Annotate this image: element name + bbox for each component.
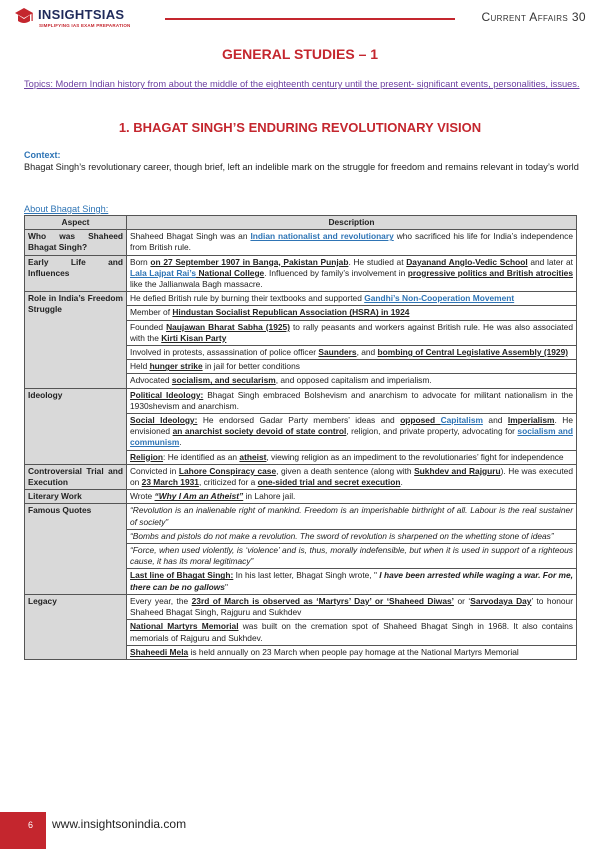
footer-accent-bar	[0, 812, 46, 849]
header-description: Description	[127, 216, 577, 230]
aspect-early-life: Early Life and Influences	[25, 255, 127, 292]
table-row	[25, 292, 577, 306]
description-cell: Involved in protests, assassination of police officer Saunders, and bombing of Central Legislative Assembly (1929)	[127, 346, 577, 360]
table-row	[25, 490, 577, 504]
section-title: GENERAL STUDIES – 1	[221, 46, 379, 62]
page-number: 6	[28, 820, 34, 830]
description-cell: Convicted in Lahore Conspiracy case, given a death sentence (along with Sukhdev and Rajguru). He was executed on 23 March 1931, criticized for a one-sided trial and secret execution.	[127, 464, 577, 489]
description-cell: He defied British rule by burning their textbooks and supported Gandhi’s Non-Cooperation Movement	[127, 292, 577, 306]
insightsias-logo	[12, 5, 162, 33]
description-cell: Shaheedi Mela is held annually on 23 March when people pay homage at the National Martyrs Memorial	[127, 645, 577, 659]
aspect-trial: Controversial Trial and Execution	[25, 464, 127, 489]
description-cell: Born on 27 September 1907 in Banga, Pakistan Punjab. He studied at Dayanand Anglo-Vedic School and later at Lala Lajpat Rai’s National College. Influenced by family’s involvement in progressive politics and British atrocities like the Jallianwala Bagh massacre.	[127, 255, 577, 292]
description-cell: Advocated socialism, and secularism, and opposed capitalism and imperialism.	[127, 374, 577, 388]
table-row	[25, 255, 577, 292]
aspect-legacy: Legacy	[25, 594, 127, 659]
header-aspect: Aspect	[25, 216, 127, 230]
table-header-row	[25, 216, 577, 230]
description-cell: Held hunger strike in jail for better conditions	[127, 360, 577, 374]
description-cell: Every year, the 23rd of March is observed as ‘Martyrs’ Day’ or ‘Shaheed Diwas’ or ‘Sarvodaya Day’ to honour Shaheed Bhagat Singh, Rajguru and Sukhdev	[127, 594, 577, 619]
aspect-literary: Literary Work	[25, 490, 127, 504]
description-cell: Religion: He identified as an atheist, viewing religion as an impediment to the revolutionaries’ fight for independence	[127, 450, 577, 464]
aspect-role: Role in India’s Freedom Struggle	[25, 292, 127, 388]
aspect-ideology: Ideology	[25, 388, 127, 464]
bhagat-singh-table	[24, 215, 577, 660]
description-cell: Political Ideology: Bhagat Singh embraced Bolshevism and anarchism to advocate for militant nationalism in the 1930shevism and anarchism.	[127, 388, 577, 413]
description-cell: Member of Hindustan Socialist Republican Association (HSRA) in 1924	[127, 306, 577, 320]
graduation-cap-icon	[14, 7, 34, 29]
description-cell: Wrote “Why I Am an Atheist” in Lahore jail.	[127, 490, 577, 504]
table-row	[25, 388, 577, 413]
context-text: Bhagat Singh’s revolutionary career, though brief, left an indelible mark on the struggle for freedom and remains relevant in today’s world	[24, 162, 579, 172]
footer-url[interactable]: www.insightsonindia.com	[52, 817, 187, 831]
aspect-who: Who was Shaheed Bhagat Singh?	[25, 230, 127, 255]
description-cell: Shaheed Bhagat Singh was an Indian nationalist and revolutionary who sacrificed his life for India’s independence from British rule.	[127, 230, 577, 255]
table-row	[25, 504, 577, 529]
description-cell: Last line of Bhagat Singh: In his last letter, Bhagat Singh wrote, " I have been arrested while waging a war. For me, there can be no gallows"	[127, 569, 577, 594]
quote-cell: “Revolution is an inalienable right of mankind. Freedom is an imperishable birthright of all. Labour is the real sustainer of society”	[127, 504, 577, 529]
description-cell: Social Ideology: He endorsed Gadar Party members’ ideas and opposed Capitalism and Imperialism. He envisioned an anarchist society devoid of state control, religion, and private property, advocating for socialism and communism.	[127, 414, 577, 451]
aspect-quotes: Famous Quotes	[25, 504, 127, 594]
quote-cell: “Bombs and pistols do not make a revolution. The sword of revolution is sharpened on the whetting stone of ideas”	[127, 529, 577, 543]
context-label: Context:	[24, 150, 61, 160]
link[interactable]: Indian nationalist and revolutionary	[250, 231, 394, 242]
quote-cell: “Force, when used violently, is ‘violence’ and is, thus, morally indefensible, but when it is used in support of a righteous cause, it has its moral legitimacy”	[127, 544, 577, 569]
table-row	[25, 464, 577, 489]
header-divider	[165, 18, 455, 20]
description-cell: Founded Naujawan Bharat Sabha (1925) to rally peasants and workers against British rule. He was also associated with the Kirti Kisan Party	[127, 320, 577, 345]
link[interactable]: socialism and communism	[130, 426, 573, 448]
header-title: Current Affairs 30	[481, 10, 586, 24]
topics-link[interactable]: Topics: Modern Indian history from about the middle of the eighteenth century until the present- significant events, personalities, issues.	[24, 79, 580, 89]
logo-tagline: SIMPLIFYING IAS EXAM PREPARATION	[39, 23, 131, 28]
description-cell: National Martyrs Memorial was built on the cremation spot of Shaheed Bhagat Singh in 1968. It also contains memorials of Rajguru and Sukhdev.	[127, 620, 577, 645]
about-heading: About Bhagat Singh:	[24, 204, 109, 214]
table-row	[25, 594, 577, 619]
table-row	[25, 230, 577, 255]
link[interactable]: Gandhi’s Non-Cooperation Movement	[364, 293, 515, 304]
logo-text: INSIGHTSIAS	[38, 7, 125, 22]
article-title: 1. BHAGAT SINGH’S ENDURING REVOLUTIONARY VISION	[118, 120, 482, 135]
link[interactable]: Lala Lajpat Rai’s	[130, 267, 197, 278]
link[interactable]: Capitalism	[440, 415, 483, 426]
